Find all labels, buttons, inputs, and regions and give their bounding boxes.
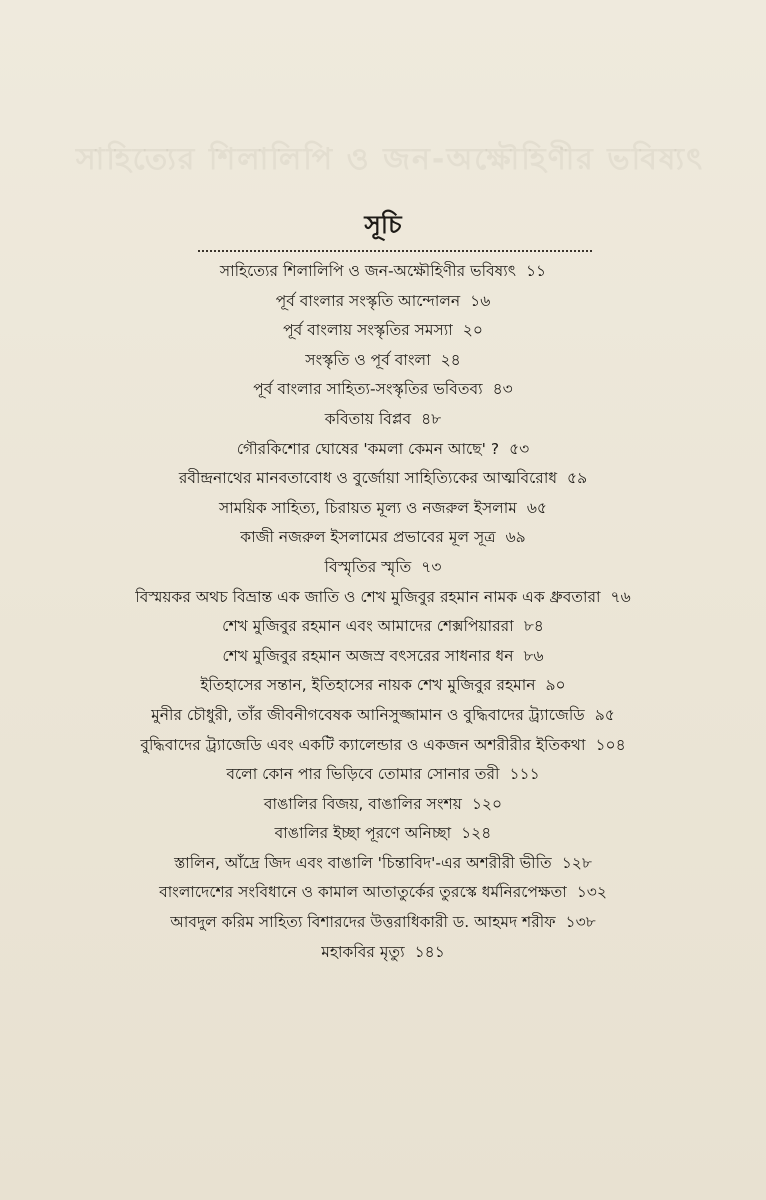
toc-entry xyxy=(0,435,766,465)
toc-entry-title: মহাকবির মৃত্যু xyxy=(321,942,405,961)
toc-entry-page-number: ৮৪ xyxy=(523,617,544,636)
toc-entry-page-number: ৯০ xyxy=(545,676,566,695)
bleed-through-text: সাহিত্যের শিলালিপি ও জন-অক্ষৌহিণীর ভবিষ্যৎ xyxy=(75,142,705,177)
toc-entry-title: গৌরকিশোর ঘোষের 'কমলা কেমন আছে' ? xyxy=(236,439,500,458)
toc-entry-page-number: ৪৮ xyxy=(421,409,442,428)
toc-entry xyxy=(0,671,766,701)
toc-entry-title: বলো কোন পার ভিড়িবে তোমার সোনার তরী xyxy=(226,765,500,784)
toc-entry xyxy=(0,760,766,790)
toc-entry-title: বিস্ময়কর অথচ বিভ্রান্ত এক জাতি ও শেখ মুজিবুর রহমান নামক এক ধ্রুবতারা xyxy=(135,587,601,606)
table-of-contents xyxy=(0,257,766,967)
toc-entry xyxy=(0,287,766,317)
toc-entry xyxy=(0,346,766,376)
toc-entry-page-number: ১২৪ xyxy=(461,824,492,843)
toc-entry-page-number: ৯৫ xyxy=(594,705,615,724)
toc-entry xyxy=(0,612,766,642)
toc-entry xyxy=(0,464,766,494)
toc-entry-title: স্তালিন, আঁদ্রে জিদ এবং বাঙালি 'চিন্তাবিদ'-এর অশরীরী ভীতি xyxy=(174,853,552,872)
toc-entry xyxy=(0,878,766,908)
toc-entry xyxy=(0,731,766,761)
toc-entry-title: সাহিত্যের শিলালিপি ও জন-অক্ষৌহিণীর ভবিষ্যৎ xyxy=(219,262,516,280)
toc-entry xyxy=(0,819,766,849)
toc-entry-page-number: ১০৪ xyxy=(595,735,626,754)
toc-entry xyxy=(0,908,766,938)
toc-entry-title: পূর্ব বাংলায় সংস্কৃতির সমস্যা xyxy=(283,321,453,340)
toc-entry-page-number: ৬৯ xyxy=(505,528,526,547)
toc-entry-page-number: ১১১ xyxy=(509,765,540,784)
toc-entry-page-number: ৪৩ xyxy=(492,380,513,399)
toc-entry-title: মুনীর চৌধুরী, তাঁর জীবনীগবেষক আনিসুজ্জামান ও বুদ্ধিবাদের ট্র্যাজেডি xyxy=(151,705,585,724)
toc-entry-page-number: ৭৬ xyxy=(610,587,631,606)
toc-entry xyxy=(0,405,766,435)
toc-entry-title: কাজী নজরুল ইসলামের প্রভাবের মূল সূত্র xyxy=(240,528,496,547)
toc-entry-title: সংস্কৃতি ও পূর্ব বাংলা xyxy=(305,350,431,369)
toc-entry-title: শেখ মুজিবুর রহমান এবং আমাদের শেক্সপিয়াররা xyxy=(222,617,514,636)
toc-entry-title: পূর্ব বাংলার সংস্কৃতি আন্দোলন xyxy=(275,291,461,310)
toc-entry-title: বুদ্ধিবাদের ট্র্যাজেডি এবং একটি ক্যালেন্ডার ও একজন অশরীরীর ইতিকথা xyxy=(140,735,586,754)
contents-heading: সূচি xyxy=(364,210,402,239)
toc-entry xyxy=(0,849,766,879)
toc-entry-page-number: ৭৩ xyxy=(421,557,442,576)
toc-entry-page-number: ১২০ xyxy=(471,794,503,813)
toc-entry-title: ইতিহাসের সন্তান, ইতিহাসের নায়ক শেখ মুজিবুর রহমান xyxy=(200,676,536,695)
toc-entry-title: বাঙালির বিজয়, বাঙালির সংশয় xyxy=(263,794,462,813)
toc-entry-page-number: ১১ xyxy=(525,262,547,280)
dotted-divider xyxy=(198,250,592,252)
toc-entry xyxy=(0,257,766,287)
toc-entry-page-number: ১৪১ xyxy=(414,942,445,961)
toc-entry xyxy=(0,316,766,346)
toc-entry-title: আবদুল করিম সাহিত্য বিশারদের উত্তরাধিকারী ড. আহমদ শরীফ xyxy=(170,913,556,932)
toc-entry-title: কবিতায় বিপ্লব xyxy=(324,409,412,428)
toc-entry xyxy=(0,553,766,583)
toc-entry-title: রবীন্দ্রনাথের মানবতাবোধ ও বুর্জোয়া সাহিত্যিকের আত্মবিরোধ xyxy=(178,469,558,488)
toc-entry-title: পূর্ব বাংলার সাহিত্য-সংস্কৃতির ভবিতব্য xyxy=(253,380,483,399)
toc-entry-page-number: ৫৩ xyxy=(509,439,530,458)
toc-entry-page-number: ৬৫ xyxy=(526,498,547,517)
toc-entry-page-number: ৮৬ xyxy=(523,646,544,665)
toc-entry-page-number: ১৬ xyxy=(470,291,491,310)
toc-entry xyxy=(0,583,766,613)
toc-entry xyxy=(0,375,766,405)
toc-entry xyxy=(0,494,766,524)
toc-entry-title: সাময়িক সাহিত্য, চিরায়ত মূল্য ও নজরুল ইসলাম xyxy=(219,498,517,517)
toc-entry-title: বিস্মৃতির স্মৃতি xyxy=(324,557,412,576)
toc-entry xyxy=(0,938,766,968)
toc-entry xyxy=(0,701,766,731)
toc-entry-page-number: ২৪ xyxy=(440,350,461,369)
toc-entry-page-number: ১৩৮ xyxy=(565,913,596,932)
toc-entry-title: বাঙালির ইচ্ছা পূরণে অনিচ্ছা xyxy=(274,824,452,843)
toc-entry-page-number: ২০ xyxy=(462,321,483,340)
toc-entry xyxy=(0,790,766,820)
toc-entry-page-number: ৫৯ xyxy=(567,469,588,488)
toc-entry xyxy=(0,642,766,672)
toc-entry-page-number: ১৩২ xyxy=(576,883,607,902)
toc-entry-page-number: ১২৮ xyxy=(561,853,592,872)
toc-entry xyxy=(0,523,766,553)
toc-entry-title: বাংলাদেশের সংবিধানে ও কামাল আতাতুর্কের তুরস্কে ধর্মনিরপেক্ষতা xyxy=(159,883,567,902)
toc-entry-title: শেখ মুজিবুর রহমান অজস্র বৎসরের সাধনার ধন xyxy=(222,646,514,665)
